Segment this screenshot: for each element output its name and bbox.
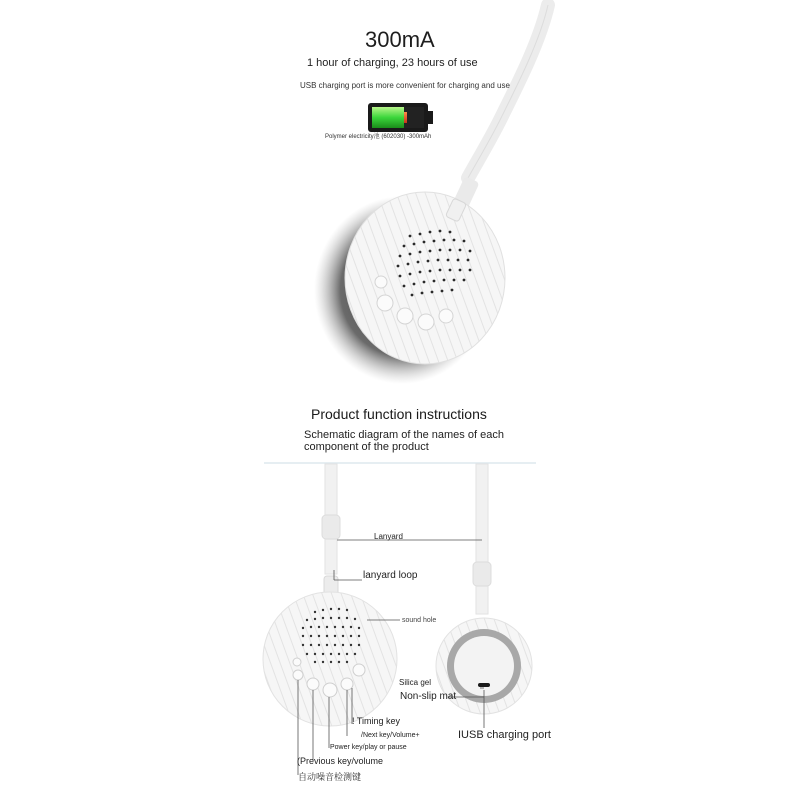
- label-next-key: /Next key/Volume+: [361, 732, 420, 739]
- instructions-subtitle: Schematic diagram of the names of each component of the product: [304, 429, 504, 453]
- label-silica-gel: Silica gel: [399, 678, 432, 687]
- back-view-speaker: [436, 464, 532, 714]
- label-timing-key: ! Timing key: [352, 716, 401, 726]
- instructions-title: Product function instructions: [311, 406, 487, 422]
- front-view-speaker: [263, 464, 397, 726]
- usb-port-icon: [478, 683, 490, 687]
- label-sound-hole: sound hole: [402, 617, 437, 624]
- label-lanyard-loop: lanyard loop: [363, 570, 418, 581]
- label-non-slip-mat: Non-slip mat: [400, 691, 457, 702]
- label-lanyard: Lanyard: [374, 532, 403, 541]
- charging-time-text: 1 hour of charging, 23 hours of use: [307, 57, 478, 69]
- usb-note-text: USB charging port is more convenient for charging and use: [300, 81, 510, 90]
- capacity-title: 300mA: [365, 27, 435, 52]
- label-previous-key: (Previous key/volume: [297, 756, 384, 766]
- label-power-key: Power key/play or pause: [330, 744, 407, 751]
- label-auto-noise-key: 自动噪音检测键: [298, 772, 362, 782]
- top-lanyard: [452, 5, 548, 210]
- top-speaker: [314, 192, 505, 384]
- battery-label: Polymer electricity池 (602030) -300mAh: [325, 134, 432, 140]
- battery-icon: [368, 103, 433, 132]
- label-usb-port: IUSB charging port: [458, 729, 551, 741]
